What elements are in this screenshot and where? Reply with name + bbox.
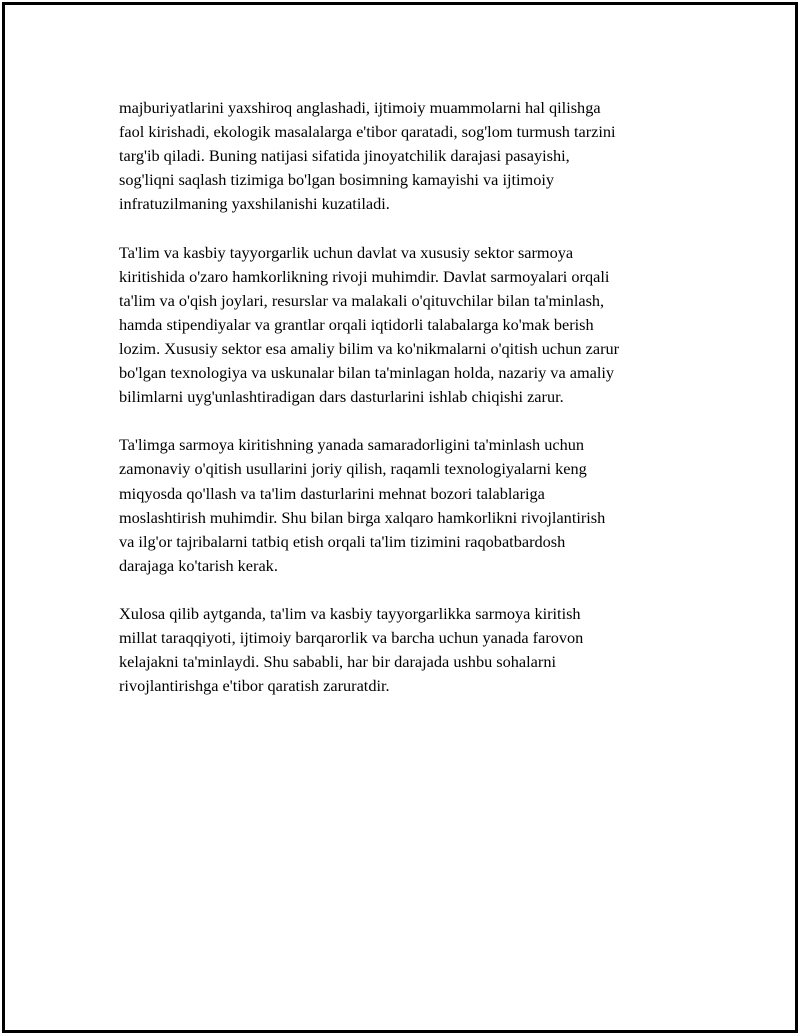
text-line: bilimlarni uyg'unlashtiradigan dars dasturlarini ishlab chiqishi zarur. — [119, 387, 564, 407]
text-line: rivojlantirishga e'tibor qaratish zaruratdir. — [119, 676, 390, 696]
text-line: sog'liqni saqlash tizimiga bo'lgan bosimning kamayishi va ijtimoiy — [119, 170, 555, 190]
text-line: miqyosda qo'llash va ta'lim dasturlarini mehnat bozori talablariga — [119, 483, 545, 503]
page-frame — [2, 2, 798, 1033]
text-line: Ta'limga sarmoya kiritishning yanada samaradorligini ta'minlash uchun — [119, 435, 585, 455]
text-line: faol kirishadi, ekologik masalalarga e'tibor qaratadi, sog'lom turmush tarzini — [119, 122, 616, 142]
text-line: millat taraqqiyoti, ijtimoiy barqarorlik va barcha uchun yanada farovon — [119, 628, 584, 648]
text-line: majburiyatlarini yaxshiroq anglashadi, ijtimoiy muammolarni hal qilishga — [119, 98, 601, 117]
text-line: kelajakni ta'minlaydi. Shu sababli, har bir darajada ushbu sohalarni — [119, 652, 556, 672]
paragraph-3 — [119, 433, 699, 578]
text-line: ta'lim va o'qish joylari, resurslar va malakali o'qituvchilar bilan ta'minlash, — [119, 290, 605, 310]
text-line: targ'ib qiladi. Buning natijasi sifatida jinoyatchilik darajasi pasayishi, — [119, 146, 570, 166]
paragraph-4 — [119, 602, 699, 698]
text-line: moslashtirish muhimdir. Shu bilan birga xalqaro hamkorlikni rivojlantirish — [119, 507, 606, 527]
text-line: zamonaviy o'qitish usullarini joriy qilish, raqamli texnologiyalarni keng — [119, 459, 587, 479]
text-line: infratuzilmaning yaxshilanishi kuzatiladi. — [119, 194, 390, 214]
document-body — [119, 96, 699, 722]
paragraph-2 — [119, 241, 699, 410]
text-line: Xulosa qilib aytganda, ta'lim va kasbiy tayyorgarlikka sarmoya kiritish — [119, 603, 581, 623]
text-line: kiritishida o'zaro hamkorlikning rivoji muhimdir. Davlat sarmoyalari orqali — [119, 266, 610, 286]
text-line: bo'lgan texnologiya va uskunalar bilan ta'minlagan holda, nazariy va amaliy — [119, 363, 615, 383]
text-line: va ilg'or tajribalarni tatbiq etish orqali ta'lim tizimini raqobatbardosh — [119, 531, 566, 551]
text-line: darajaga ko'tarish kerak. — [119, 555, 278, 575]
text-line: hamda stipendiyalar va grantlar orqali iqtidorli talabalarga ko'mak berish — [119, 314, 594, 334]
paragraph-1 — [119, 96, 699, 216]
text-line: lozim. Xususiy sektor esa amaliy bilim va ko'nikmalarni o'qitish uchun zarur — [119, 338, 620, 358]
text-line: Ta'lim va kasbiy tayyorgarlik uchun davlat va xususiy sektor sarmoya — [119, 242, 574, 262]
